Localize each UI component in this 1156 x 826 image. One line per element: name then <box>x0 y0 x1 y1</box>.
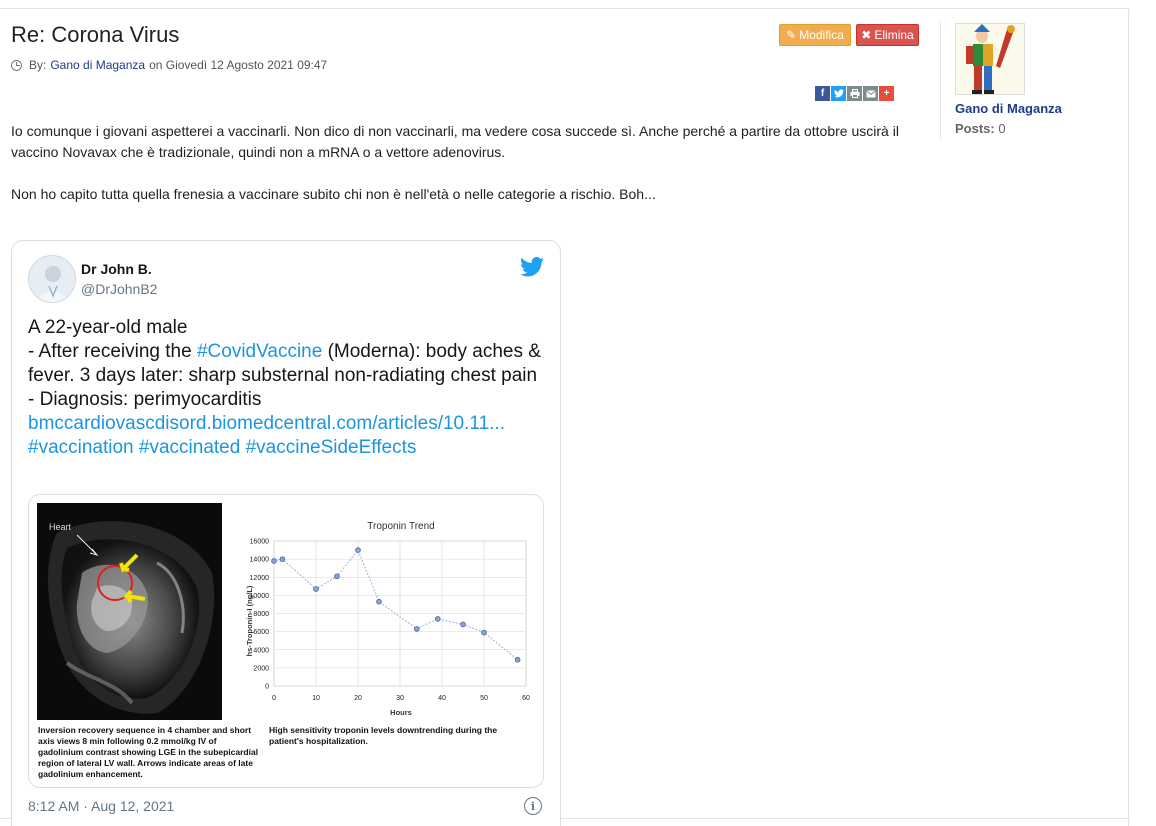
tweet-line-text: - After receiving the <box>28 341 197 362</box>
post-paragraph: Io comunque i giovani aspetterei a vaccinarli. Non dico di non vaccinarli, ma vedere cosa succede sì. Anche perché a partire da ottobre uscirà il vaccino Novavax che è tradizionale, quindi non a mRNA o a vettore adenovirus. <box>11 123 899 160</box>
plus-icon[interactable]: + <box>879 86 894 101</box>
hashtag-covidvaccine[interactable]: #CovidVaccine <box>196 341 323 362</box>
chart-x-tick-label: 30 <box>396 695 404 702</box>
edit-button[interactable] <box>779 24 851 46</box>
tweet-media[interactable] <box>28 494 544 788</box>
chart-y-tick-label: 0 <box>265 683 269 691</box>
hashtag-vaccination[interactable]: #vaccination <box>28 437 134 458</box>
posts-count: 0 <box>998 121 1006 136</box>
post-title: Re: Corona Virus <box>11 22 180 47</box>
edit-icon: ✎ <box>786 28 797 42</box>
tweet-timestamp[interactable]: 8:12 AM · Aug 12, 2021 <box>28 798 175 814</box>
chart-x-tick-label: 60 <box>522 695 530 702</box>
chart-data-point <box>414 627 419 632</box>
chart-data-point <box>461 622 466 627</box>
doctor-avatar-icon <box>29 256 76 303</box>
frame-top-border <box>0 8 1130 9</box>
chart-y-tick-label: 8000 <box>253 611 269 618</box>
by-label: By: <box>29 58 47 72</box>
tweet-line-text: (Moderna): body aches & fever. 3 days later: sharp substernal non-radiating chest pain <box>28 341 541 386</box>
chart-y-axis-label: hs-Troponin-I (ng/L) <box>245 585 254 657</box>
share-bar <box>815 86 894 101</box>
chart-caption: High sensitivity troponin levels downtrending during the patient's hospitalization. <box>269 725 498 746</box>
chart-title: Troponin Trend <box>367 521 435 532</box>
troponin-chart <box>226 517 542 722</box>
post-date: on Giovedì 12 Agosto 2021 09:47 <box>149 58 328 72</box>
author-link[interactable]: Gano di Maganza <box>50 58 146 72</box>
tweet-text <box>28 316 548 460</box>
chart-y-tick-label: 2000 <box>253 665 269 673</box>
chart-data-point <box>435 617 440 622</box>
tweet-avatar[interactable] <box>28 255 76 303</box>
mri-image <box>37 503 222 720</box>
chart-data-point <box>515 657 520 662</box>
posts-label: Posts: <box>955 121 995 136</box>
tweet-author-handle[interactable]: @DrJohnB2 <box>81 281 158 297</box>
chart-x-tick-label: 10 <box>312 695 320 702</box>
post-paragraph: Non ho capito tutta quella frenesia a vaccinare subito chi non è nell'età o nelle categorie a rischio. Boh... <box>11 186 656 202</box>
tweet-line <box>28 340 548 388</box>
email-icon[interactable] <box>863 86 878 101</box>
delete-button-label: Elimina <box>874 28 914 42</box>
clock-icon <box>11 60 22 71</box>
tweet-line: A 22-year-old male <box>28 317 188 338</box>
hashtag-vaccinesideeffects[interactable]: #vaccineSideEffects <box>245 437 417 458</box>
tweet-line: - Diagnosis: perimyocarditis <box>28 389 262 410</box>
edit-button-label: Modifica <box>799 28 844 42</box>
mri-caption: Inversion recovery sequence in 4 chamber and short axis views 8 min following 0.2 mmol/kg IV of gadolinium contrast showing LGE in the subepicardial region of lateral LV wall. Arrows indicate areas of late gadolinium enhancement. <box>38 725 259 779</box>
info-icon[interactable]: i <box>524 797 542 815</box>
chart-x-tick-label: 0 <box>272 695 276 702</box>
sidebar-user-name[interactable]: Gano di Maganza <box>955 101 1062 116</box>
facebook-icon[interactable]: f <box>815 86 830 101</box>
tweet-author-name[interactable]: Dr John B. <box>81 261 152 277</box>
twitter-bird-icon[interactable] <box>520 257 544 277</box>
chart-x-axis-label: Hours <box>390 708 412 717</box>
chart-y-tick-label: 16000 <box>249 538 269 546</box>
tweet-article-link[interactable]: bmccardiovascdisord.biomedcentral.com/articles/10.11... <box>28 413 505 434</box>
mri-heart-label: Heart <box>49 522 72 532</box>
chart-y-tick-label: 6000 <box>253 629 269 637</box>
post-body <box>11 121 921 205</box>
tweet-hashtags <box>28 436 548 460</box>
chart-data-point <box>335 574 340 579</box>
chart-data-point <box>272 559 277 564</box>
chart-data-point <box>314 587 319 592</box>
chart-y-tick-label: 10000 <box>249 592 269 600</box>
chart-y-tick-label: 14000 <box>249 556 269 564</box>
chart-data-point <box>280 557 285 562</box>
mri-scan-graphic <box>37 503 222 720</box>
sidebar-posts <box>955 121 1006 136</box>
chart-data-point <box>356 548 361 553</box>
embedded-tweet[interactable] <box>11 240 561 826</box>
chart-x-tick-label: 40 <box>438 695 446 702</box>
avatar <box>955 23 1025 95</box>
sidebar-divider <box>940 22 941 140</box>
hashtag-vaccinated[interactable]: #vaccinated <box>138 437 241 458</box>
close-icon: ✖ <box>861 28 872 42</box>
chart-data-point <box>377 599 382 604</box>
jester-avatar-icon <box>956 24 1025 95</box>
chart-x-tick-label: 50 <box>480 695 488 702</box>
chart-x-tick-label: 20 <box>354 695 362 702</box>
chart-y-tick-label: 4000 <box>253 647 269 655</box>
print-icon[interactable] <box>847 86 862 101</box>
chart-y-tick-label: 12000 <box>249 574 269 582</box>
post-meta <box>11 58 327 72</box>
frame-right-border <box>1128 8 1129 826</box>
twitter-icon[interactable] <box>831 86 846 101</box>
chart-data-point <box>482 630 487 635</box>
delete-button[interactable] <box>856 24 919 46</box>
